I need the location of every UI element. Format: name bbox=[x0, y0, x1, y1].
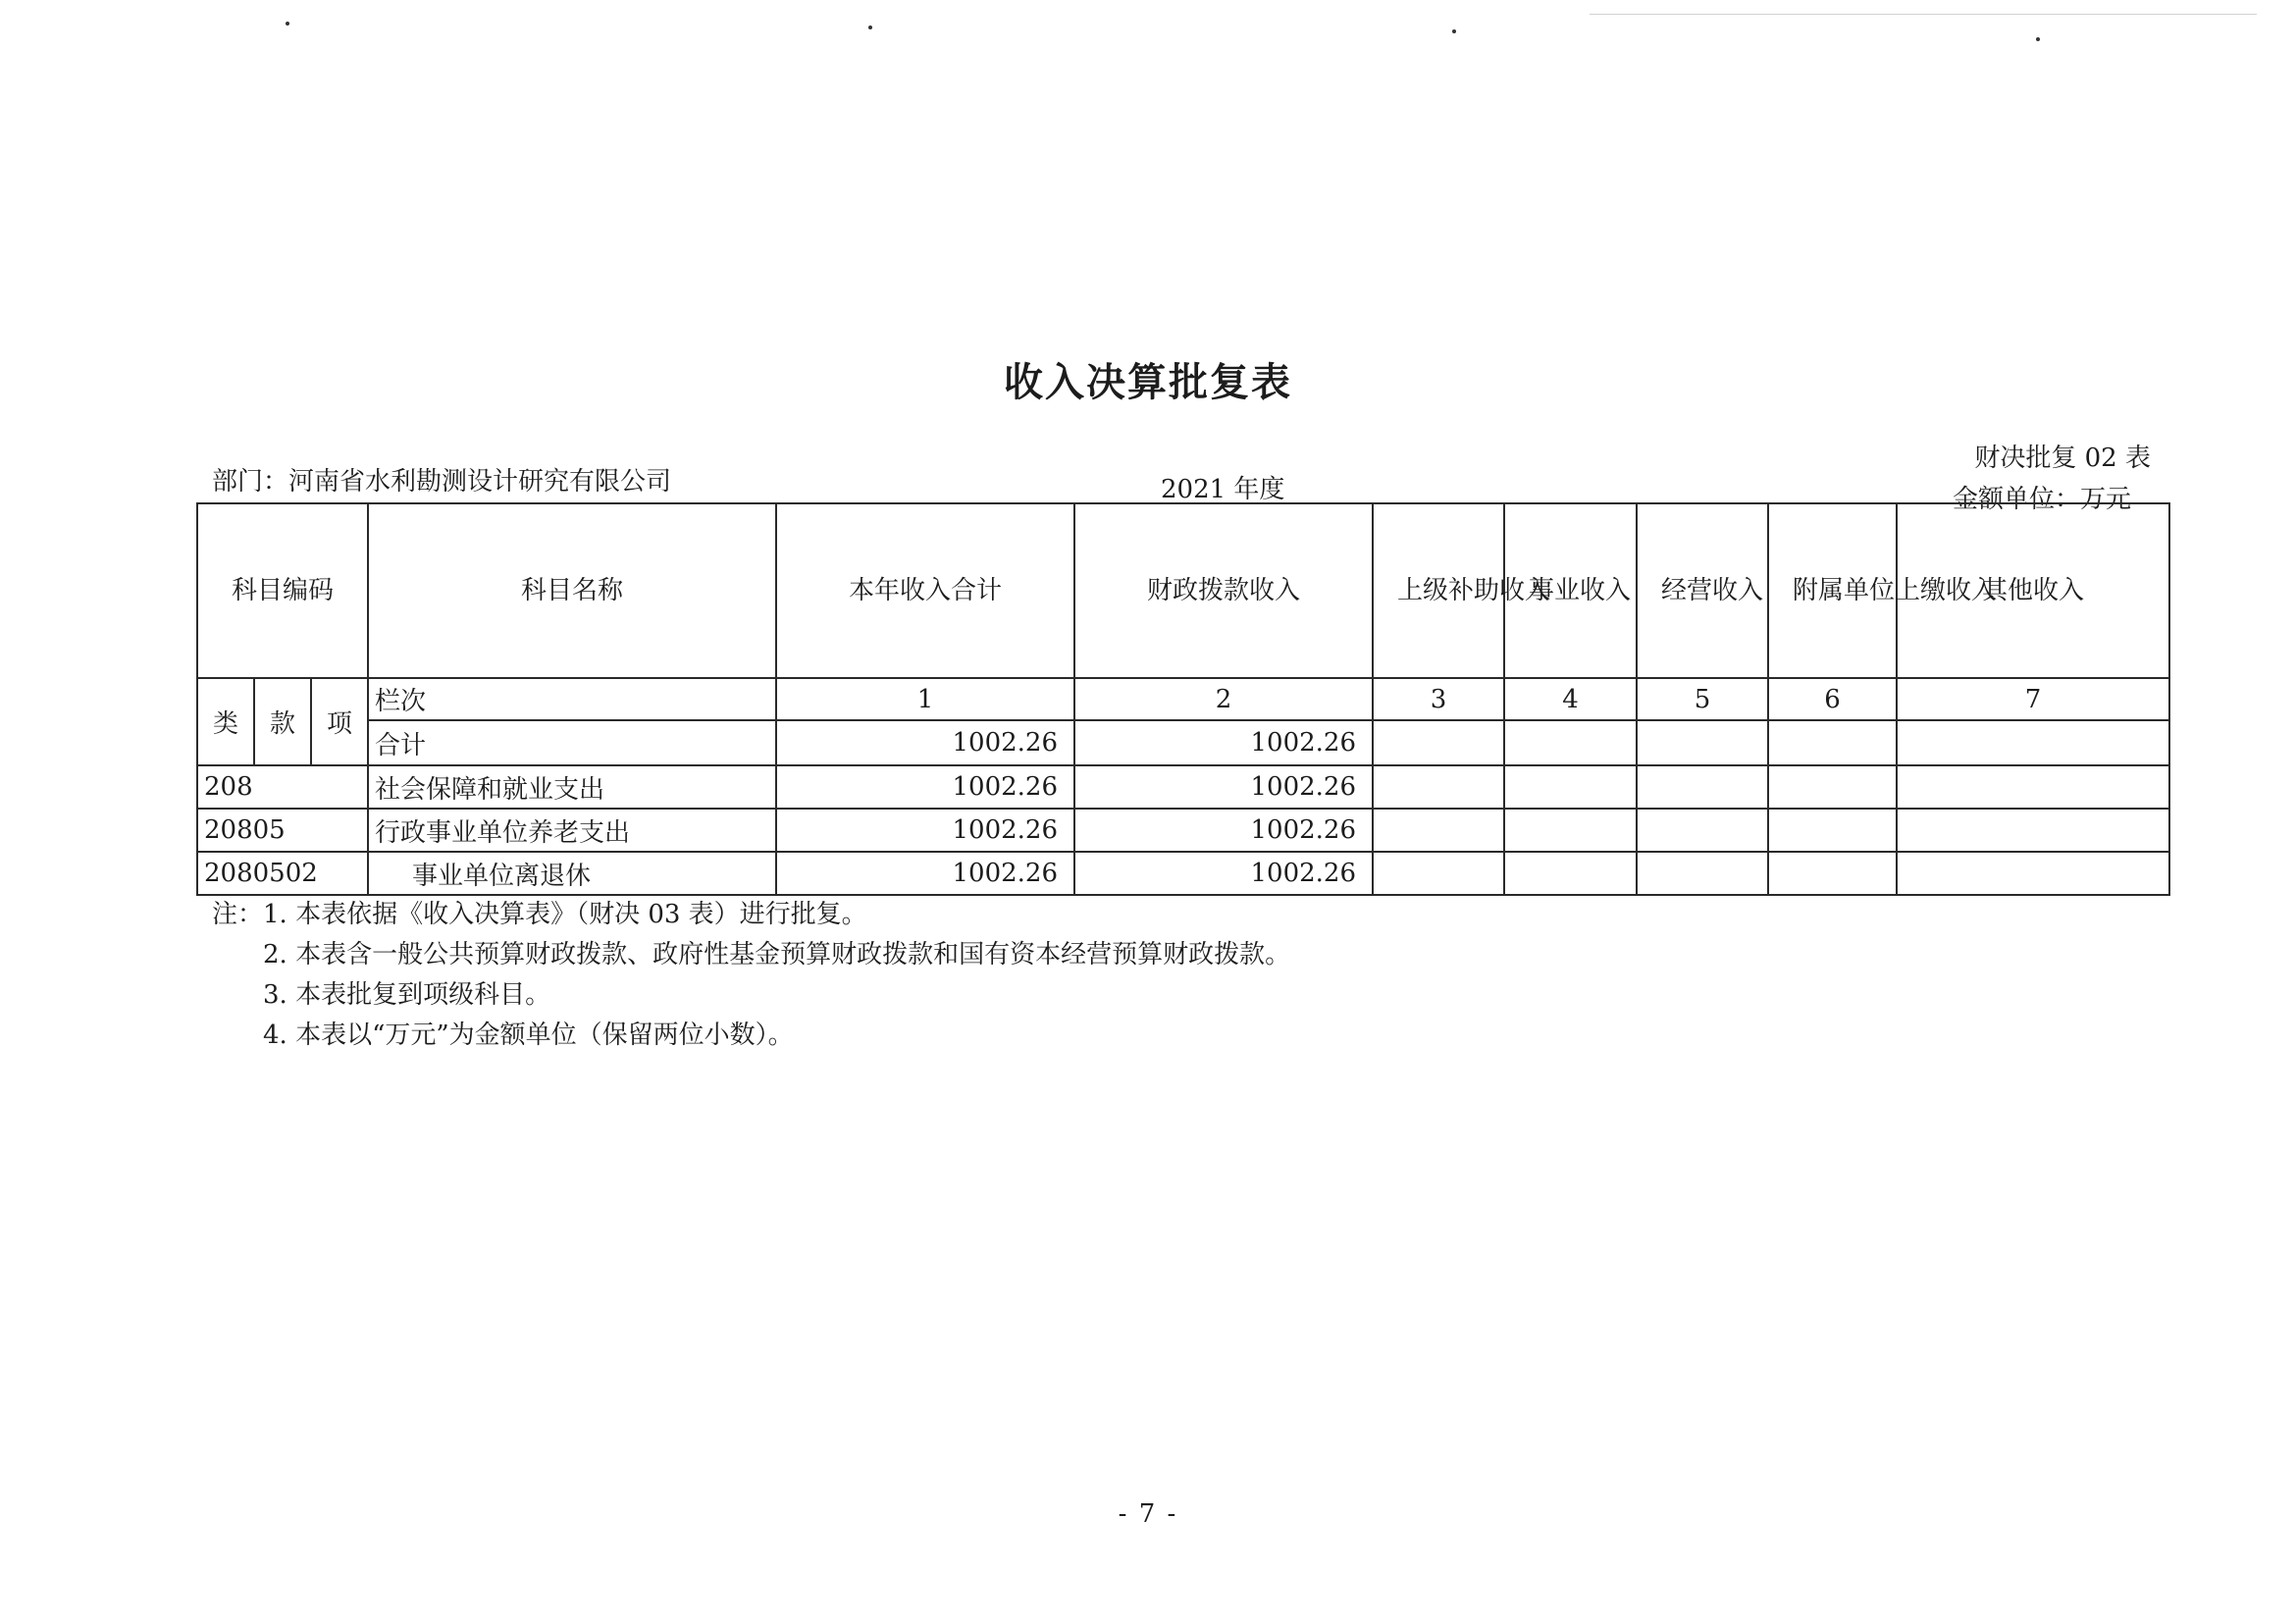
empty-cell bbox=[1897, 765, 2169, 809]
total-row bbox=[197, 720, 2169, 765]
note-item: 4. 本表以“万元”为金额单位（保留两位小数）。 bbox=[263, 1021, 794, 1050]
scan-dot bbox=[2036, 37, 2040, 41]
column-number: 2 bbox=[1074, 678, 1373, 720]
empty-cell bbox=[1637, 852, 1768, 895]
header-superior: 上级补助收入 bbox=[1373, 503, 1504, 678]
note-item: 3. 本表批复到项级科目。 bbox=[263, 980, 551, 1010]
empty-cell bbox=[1504, 852, 1637, 895]
income-approval-table bbox=[196, 502, 2170, 896]
row-fiscal: 1002.26 bbox=[1074, 809, 1373, 852]
empty-cell bbox=[1768, 720, 1897, 765]
scan-dot bbox=[286, 22, 289, 26]
fiscal-year: 2021 年度 bbox=[1161, 475, 1285, 504]
empty-cell bbox=[1897, 852, 2169, 895]
empty-cell bbox=[1504, 720, 1637, 765]
empty-cell bbox=[1504, 809, 1637, 852]
scan-dot bbox=[1452, 29, 1456, 33]
empty-cell bbox=[1373, 809, 1504, 852]
column-number: 5 bbox=[1637, 678, 1768, 720]
column-number: 1 bbox=[776, 678, 1074, 720]
header-name: 科目名称 bbox=[368, 503, 776, 678]
row-name: 行政事业单位养老支出 bbox=[368, 809, 776, 852]
column-number: 3 bbox=[1373, 678, 1504, 720]
row-total: 1002.26 bbox=[776, 809, 1074, 852]
column-row-label: 栏次 bbox=[368, 678, 776, 720]
column-number: 4 bbox=[1504, 678, 1637, 720]
column-number: 7 bbox=[1897, 678, 2169, 720]
empty-cell bbox=[1768, 809, 1897, 852]
header-operating: 经营收入 bbox=[1637, 503, 1768, 678]
row-fiscal: 1002.26 bbox=[1074, 765, 1373, 809]
row-name: 社会保障和就业支出 bbox=[368, 765, 776, 809]
header-row bbox=[197, 503, 2169, 678]
table-row bbox=[197, 765, 2169, 809]
total-label: 合计 bbox=[368, 720, 776, 765]
table-row bbox=[197, 809, 2169, 852]
scan-edge-line bbox=[1590, 14, 2257, 15]
form-number: 财决批复 02 表 bbox=[1974, 444, 2151, 473]
amount-unit: 金额单位：万元 bbox=[1952, 485, 2131, 514]
empty-cell bbox=[1373, 852, 1504, 895]
header-business: 事业收入 bbox=[1504, 503, 1637, 678]
row-fiscal: 1002.26 bbox=[1074, 852, 1373, 895]
row-code: 20805 bbox=[197, 809, 368, 852]
empty-cell bbox=[1373, 765, 1504, 809]
empty-cell bbox=[1637, 765, 1768, 809]
empty-cell bbox=[1897, 720, 2169, 765]
header-other: 其他收入 bbox=[1897, 503, 2169, 678]
empty-cell bbox=[1897, 809, 2169, 852]
header-kuan: 款 bbox=[254, 678, 311, 765]
row-name: 事业单位离退休 bbox=[368, 852, 776, 895]
header-lei: 类 bbox=[197, 678, 254, 765]
empty-cell bbox=[1768, 852, 1897, 895]
empty-cell bbox=[1637, 720, 1768, 765]
total-amount: 1002.26 bbox=[776, 720, 1074, 765]
empty-cell bbox=[1373, 720, 1504, 765]
note-item: 2. 本表含一般公共预算财政拨款、政府性基金预算财政拨款和国有资本经营预算财政拨款。 bbox=[263, 940, 1291, 969]
header-affiliated: 附属单位上缴收入 bbox=[1768, 503, 1897, 678]
header-total: 本年收入合计 bbox=[776, 503, 1074, 678]
column-number-row bbox=[197, 678, 2169, 720]
note-item: 注：1. 本表依据《收入决算表》（财决 03 表）进行批复。 bbox=[212, 900, 867, 929]
header-xiang: 项 bbox=[311, 678, 368, 765]
scan-dot bbox=[868, 26, 872, 29]
row-total: 1002.26 bbox=[776, 765, 1074, 809]
notes bbox=[212, 895, 1290, 1056]
column-number: 6 bbox=[1768, 678, 1897, 720]
total-fiscal: 1002.26 bbox=[1074, 720, 1373, 765]
header-code: 科目编码 bbox=[197, 503, 368, 678]
row-code: 208 bbox=[197, 765, 368, 809]
table-row bbox=[197, 852, 2169, 895]
empty-cell bbox=[1768, 765, 1897, 809]
department-label: 部门：河南省水利勘测设计研究有限公司 bbox=[212, 467, 672, 497]
page-number: - 7 - bbox=[1118, 1499, 1178, 1529]
row-total: 1002.26 bbox=[776, 852, 1074, 895]
row-code: 2080502 bbox=[197, 852, 368, 895]
header-fiscal: 财政拨款收入 bbox=[1074, 503, 1373, 678]
page-title: 收入决算批复表 bbox=[1004, 359, 1292, 405]
empty-cell bbox=[1637, 809, 1768, 852]
empty-cell bbox=[1504, 765, 1637, 809]
